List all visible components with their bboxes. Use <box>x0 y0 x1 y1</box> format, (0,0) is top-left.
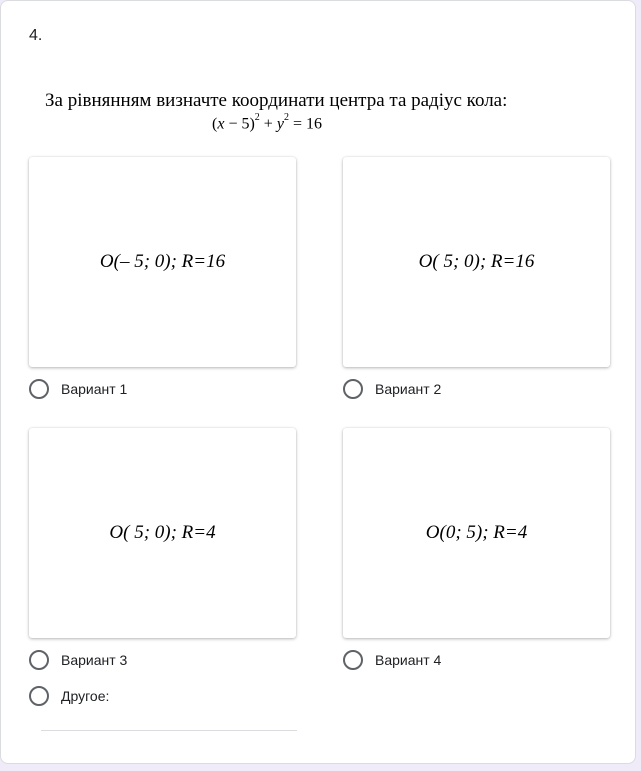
option-4-radio[interactable] <box>343 650 363 670</box>
other-choice[interactable] <box>29 685 109 707</box>
option-4-image <box>343 428 610 638</box>
option-1-image <box>29 157 296 367</box>
question-number: 4. <box>29 27 43 44</box>
formula-plus: + <box>259 115 277 133</box>
formula-open-paren: ( <box>212 115 218 133</box>
option-2-radio[interactable] <box>343 379 363 399</box>
option-3-radio[interactable] <box>29 650 49 670</box>
option-3-choice[interactable] <box>29 649 127 671</box>
formula-exponent-2: 2 <box>283 112 289 123</box>
formula-minus-five: − 5) <box>224 115 255 133</box>
question-formula <box>212 114 322 133</box>
option-3-image-text: O( 5; 0); R=4 <box>109 522 216 543</box>
option-1-choice[interactable] <box>29 378 127 400</box>
option-2-label[interactable]: Вариант 2 <box>375 381 442 397</box>
question-prompt: За рівнянням визначте координати центра та радіус кола: <box>45 90 508 111</box>
option-2-image <box>343 157 610 367</box>
option-1-label[interactable]: Вариант 1 <box>61 381 128 397</box>
option-2-choice[interactable] <box>343 378 441 400</box>
option-4-choice[interactable] <box>343 649 441 671</box>
option-4-image-text: O(0; 5); R=4 <box>425 522 528 543</box>
formula-var-x: x <box>217 115 225 133</box>
option-3-label[interactable]: Вариант 3 <box>61 652 128 668</box>
formula-var-y: y <box>276 115 284 133</box>
option-2-image-text: O( 5; 0); R=16 <box>418 251 535 272</box>
option-3-image <box>29 428 296 638</box>
formula-equals: = 16 <box>288 115 322 133</box>
option-1-image-text: O(– 5; 0); R=16 <box>99 251 226 272</box>
formula-exponent-1: 2 <box>254 112 260 123</box>
other-text-input[interactable] <box>41 730 297 731</box>
other-label[interactable]: Другое: <box>61 688 110 704</box>
option-1-radio[interactable] <box>29 379 49 399</box>
option-4-label[interactable]: Вариант 4 <box>375 652 442 668</box>
other-radio[interactable] <box>29 686 49 706</box>
